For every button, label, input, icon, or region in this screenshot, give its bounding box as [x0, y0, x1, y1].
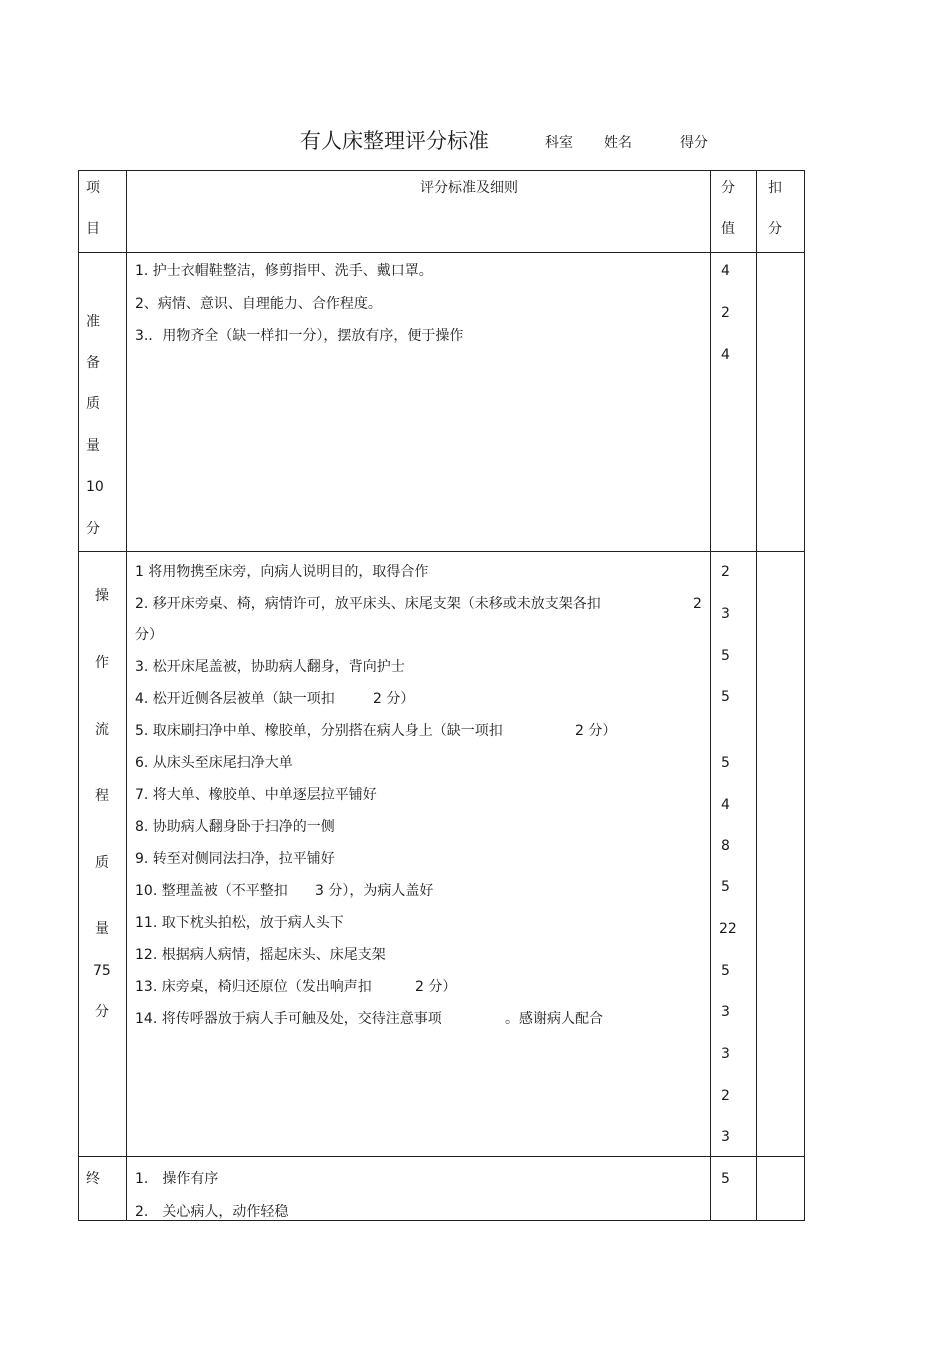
criteria-line: 2、病情、意识、自理能力、合作程度。	[135, 296, 382, 312]
criteria-line: 2. 关心病人，动作轻稳	[135, 1204, 289, 1220]
item-char: 作	[95, 655, 109, 671]
points-value: 3	[721, 1004, 730, 1020]
criteria-line: 7. 将大单、橡胶单、中单逐层拉平铺好	[135, 787, 377, 803]
points-value: 5	[721, 879, 730, 895]
points-value: 8	[721, 838, 730, 854]
criteria-line-tail: 2 分）	[575, 723, 617, 739]
criteria-line: 2. 移开床旁桌、椅，病情许可，放平床头、床尾支架（未移或未放支架各扣	[135, 596, 601, 612]
criteria-line: 6. 从床头至床尾扫净大单	[135, 755, 293, 771]
criteria-line: 分）	[135, 627, 163, 643]
score-label: 得分	[680, 135, 708, 151]
points-value: 5	[721, 1171, 730, 1187]
item-char: 终	[86, 1171, 100, 1187]
item-char: 准	[86, 314, 100, 330]
criteria-line: 4. 松开近侧各层被单（缺一项扣	[135, 691, 335, 707]
header-criteria: 评分标准及细则	[420, 180, 518, 196]
criteria-line: 1 将用物携至床旁，向病人说明目的，取得合作	[135, 564, 429, 580]
col-divider	[756, 170, 757, 1221]
header-deduct-char: 分	[768, 221, 782, 237]
points-value: 22	[719, 921, 737, 937]
criteria-line: 12. 根据病人病情，摇起床头、床尾支架	[135, 947, 386, 963]
header-item-char: 项	[86, 180, 100, 196]
item-char: 10	[86, 479, 104, 495]
dept-label: 科室	[545, 135, 573, 151]
name-label: 姓名	[604, 135, 632, 151]
item-char: 程	[95, 788, 109, 804]
criteria-line-tail: 。感谢病人配合	[505, 1011, 603, 1027]
item-char: 分	[95, 1004, 109, 1020]
points-value: 5	[721, 963, 730, 979]
criteria-line: 11. 取下枕头拍松，放于病人头下	[135, 915, 344, 931]
criteria-line-tail: 2 分）	[415, 979, 457, 995]
criteria-line-tail: 3 分），为病人盖好	[315, 883, 434, 899]
points-value: 4	[721, 263, 730, 279]
item-char: 分	[86, 521, 100, 537]
points-value: 5	[721, 648, 730, 664]
criteria-line-tail: 2 分）	[373, 691, 415, 707]
item-char: 量	[95, 921, 109, 937]
criteria-line: 3.．用物齐全（缺一样扣一分），摆放有序，便于操作	[135, 328, 464, 344]
criteria-line-tail: 2	[693, 596, 702, 612]
table-border-bottom	[78, 1220, 805, 1221]
points-value: 4	[721, 347, 730, 363]
criteria-line: 14. 将传呼器放于病人手可触及处，交待注意事项	[135, 1011, 442, 1027]
item-char: 质	[95, 855, 109, 871]
criteria-line: 1. 护士衣帽鞋整洁，修剪指甲、洗手、戴口罩。	[135, 263, 433, 279]
points-value: 3	[721, 1129, 730, 1145]
header-points-char: 分	[721, 180, 735, 196]
points-value: 2	[721, 1088, 730, 1104]
item-char: 操	[95, 588, 109, 604]
item-char: 流	[95, 722, 109, 738]
col-divider	[710, 170, 711, 1221]
points-value: 3	[721, 606, 730, 622]
criteria-line: 3. 松开床尾盖被，协助病人翻身，背向护士	[135, 659, 405, 675]
table-border-top	[78, 170, 805, 171]
table-border-right	[804, 170, 805, 1221]
header-item-char: 目	[86, 221, 100, 237]
criteria-line: 9. 转至对侧同法扫净，拉平铺好	[135, 851, 335, 867]
criteria-line: 10. 整理盖被（不平整扣	[135, 883, 288, 899]
points-value: 2	[721, 305, 730, 321]
criteria-line: 8. 协助病人翻身卧于扫净的一侧	[135, 819, 335, 835]
header-deduct-char: 扣	[768, 180, 782, 196]
points-value: 2	[721, 564, 730, 580]
item-char: 75	[93, 963, 111, 979]
item-char: 量	[86, 438, 100, 454]
item-char: 质	[86, 396, 100, 412]
points-value: 3	[721, 1046, 730, 1062]
col-divider	[126, 170, 127, 1221]
criteria-line: 1. 操作有序	[135, 1171, 219, 1187]
row-divider	[78, 551, 805, 552]
points-value: 4	[721, 797, 730, 813]
row-divider	[78, 1156, 805, 1157]
row-divider	[78, 252, 805, 253]
points-value: 5	[721, 755, 730, 771]
item-char: 备	[86, 355, 100, 371]
header-points-char: 值	[721, 221, 735, 237]
table-border-left	[78, 170, 79, 1221]
criteria-line: 5. 取床刷扫净中单、橡胶单，分别搭在病人身上（缺一项扣	[135, 723, 503, 739]
criteria-line: 13. 床旁桌，椅归还原位（发出响声扣	[135, 979, 372, 995]
points-value: 5	[721, 689, 730, 705]
page-title: 有人床整理评分标准	[300, 129, 489, 153]
